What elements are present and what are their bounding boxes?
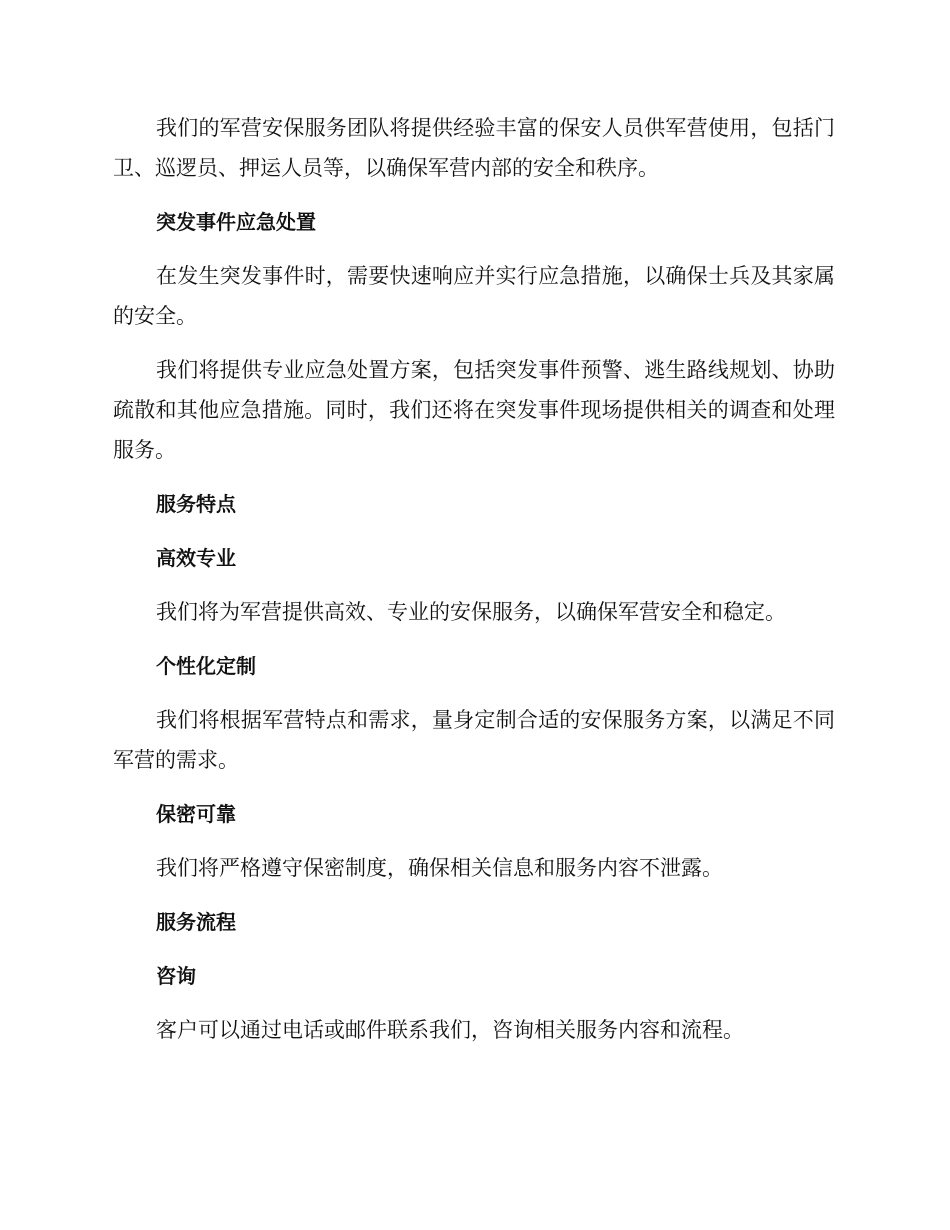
heading-confidentiality: 保密可靠 — [156, 802, 236, 826]
heading-customization: 个性化定制 — [156, 654, 256, 678]
paragraph-emergency-need: 在发生突发事件时，需要快速响应并实行应急措施，以确保士兵及其家属的安全。 — [113, 264, 835, 328]
heading-emergency-response: 突发事件应急处置 — [156, 210, 316, 234]
paragraph-efficient-professional: 我们将为军营提供高效、专业的安保服务，以确保军营安全和稳定。 — [156, 600, 786, 624]
document-body — [113, 108, 835, 1064]
paragraph-confidentiality: 我们将严格遵守保密制度，确保相关信息和服务内容不泄露。 — [156, 856, 723, 880]
heading-service-features: 服务特点 — [156, 492, 236, 516]
heading-service-process: 服务流程 — [156, 910, 236, 934]
heading-consultation: 咨询 — [156, 964, 196, 988]
heading-efficient-professional: 高效专业 — [156, 546, 236, 570]
paragraph-consultation: 客户可以通过电话或邮件联系我们，咨询相关服务内容和流程。 — [156, 1018, 744, 1042]
paragraph-guard-team: 我们的军营安保服务团队将提供经验丰富的保安人员供军营使用，包括门卫、巡逻员、押运人员等，以确保军营内部的安全和秩序。 — [113, 116, 835, 180]
paragraph-emergency-plan: 我们将提供专业应急处置方案，包括突发事件预警、逃生路线规划、协助疏散和其他应急措施。同时，我们还将在突发事件现场提供相关的调查和处理服务。 — [113, 358, 835, 462]
paragraph-customization: 我们将根据军营特点和需求，量身定制合适的安保服务方案，以满足不同军营的需求。 — [113, 708, 835, 772]
